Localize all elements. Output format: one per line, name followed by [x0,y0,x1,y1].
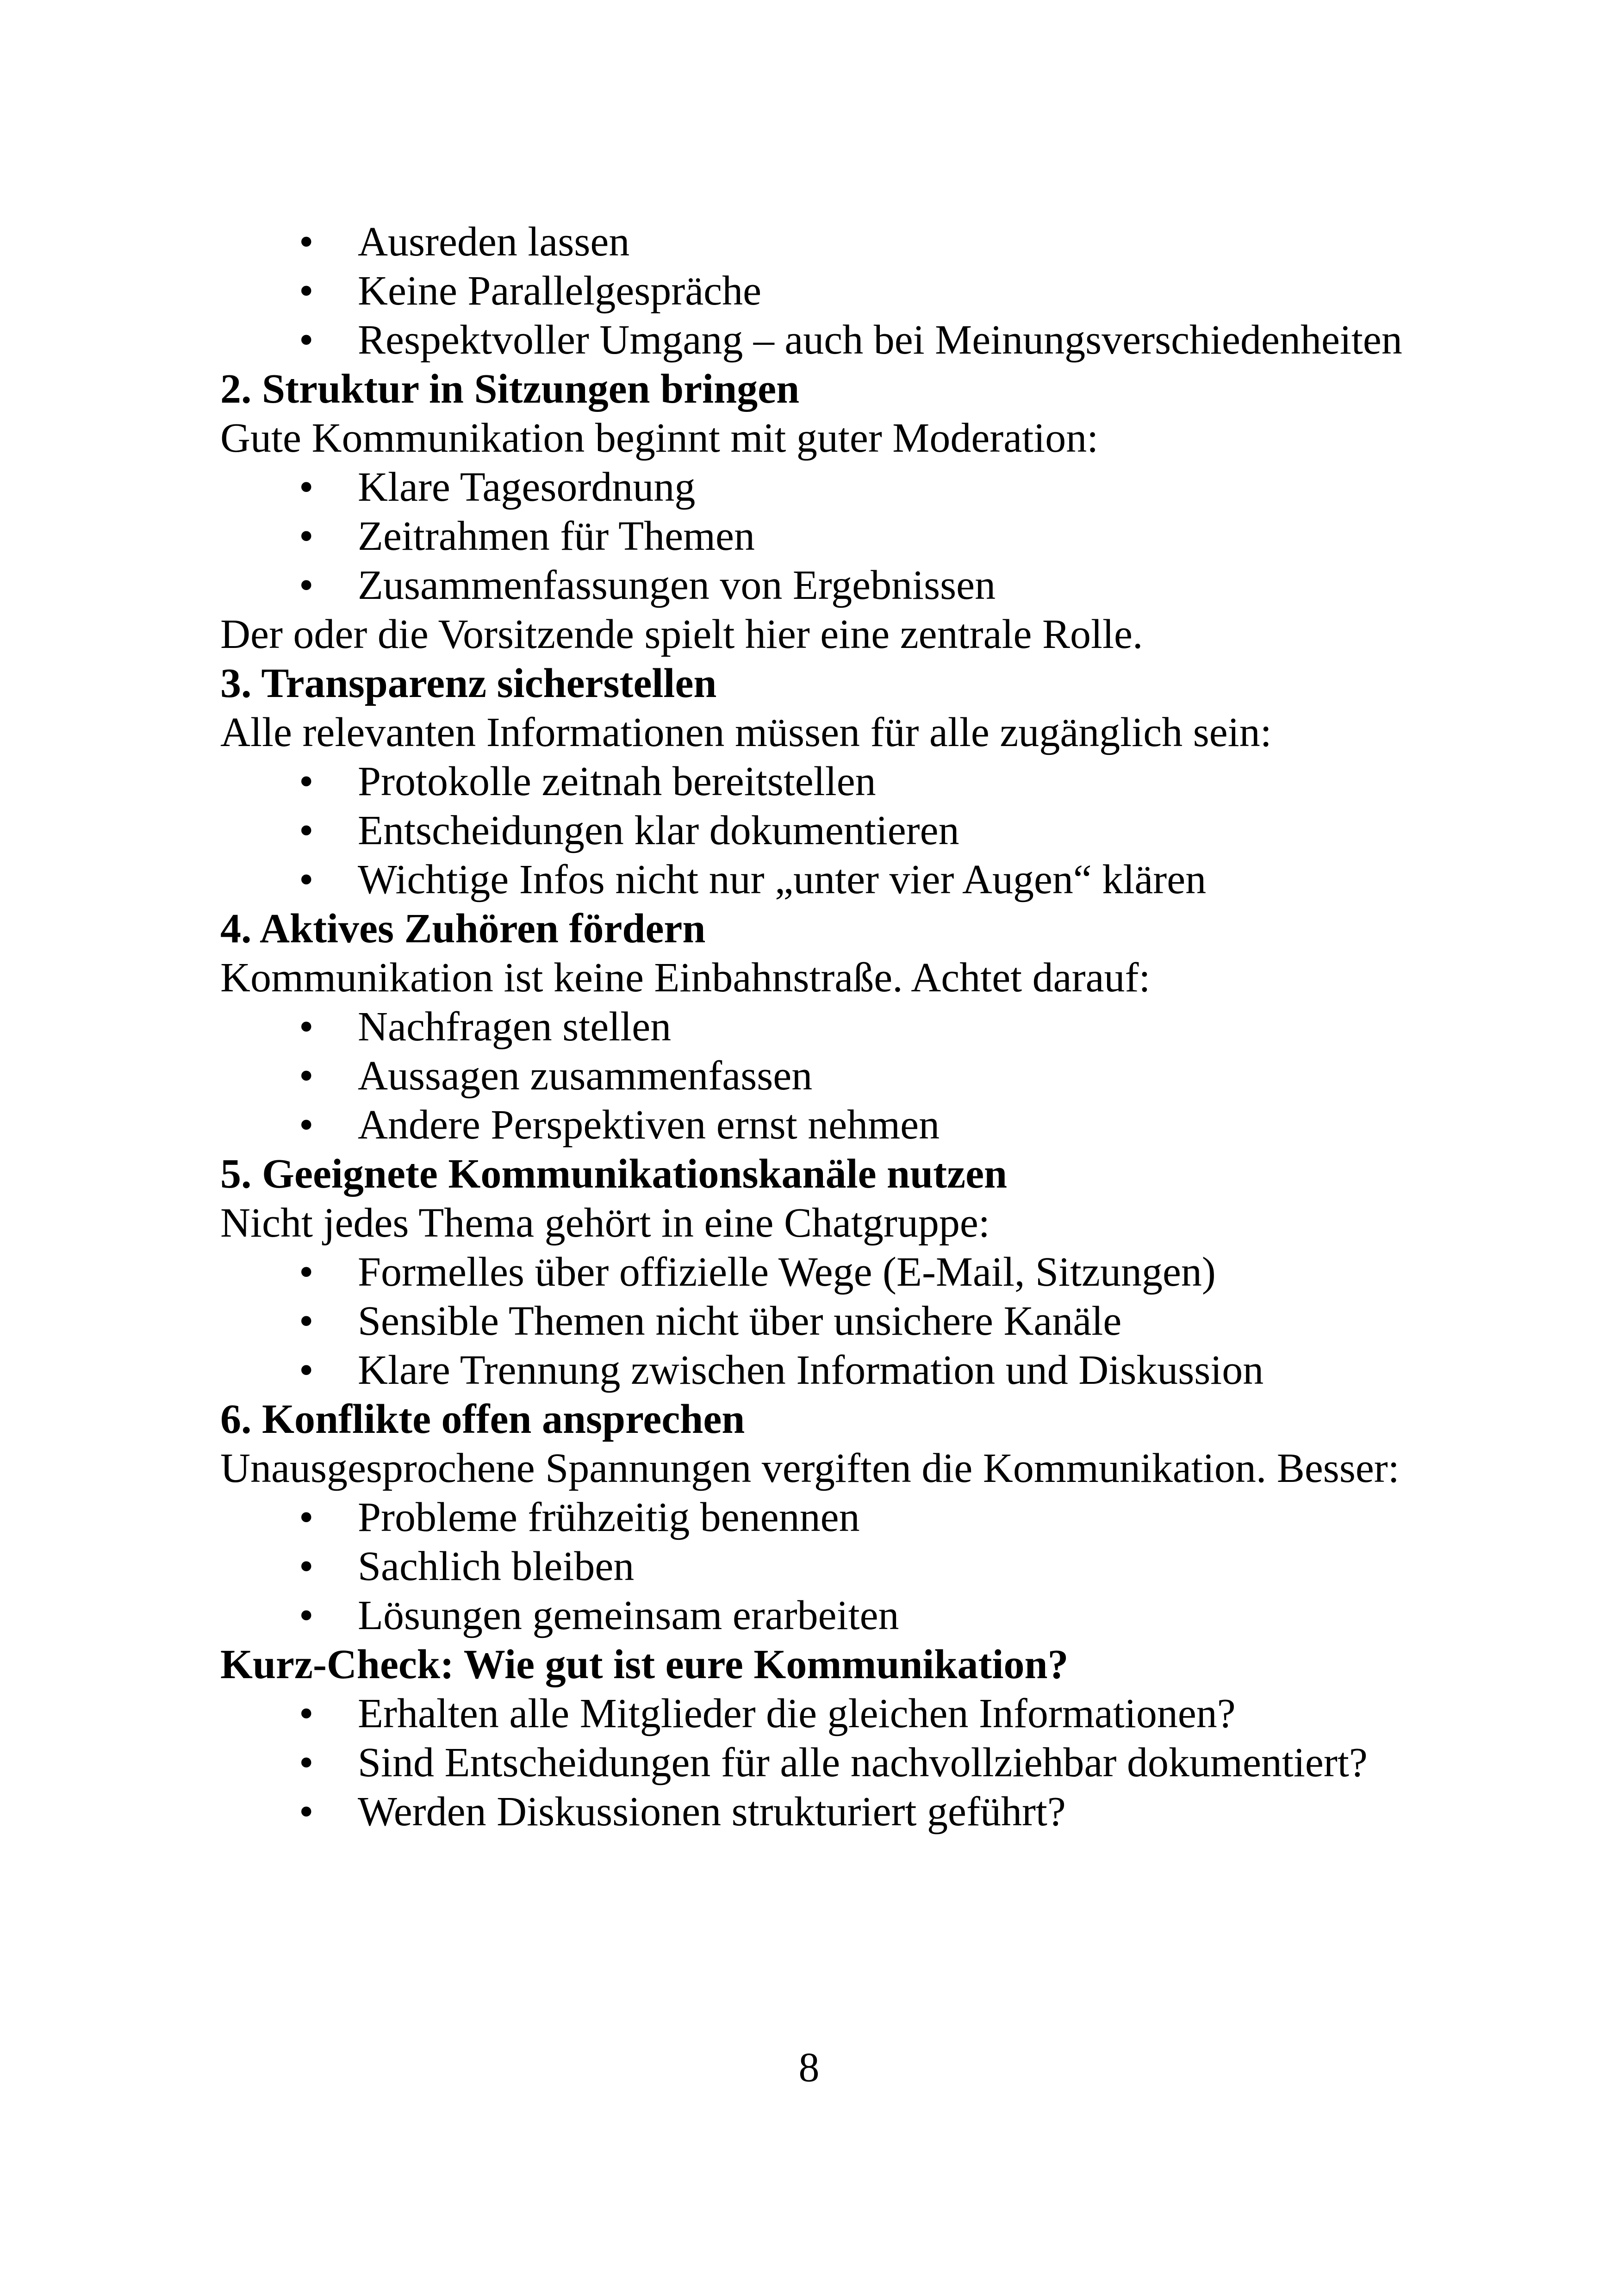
section-heading: 4. Aktives Zuhören fördern [220,906,706,952]
bullet-icon: • [299,1593,314,1638]
list-item: • Klare Trennung zwischen Information und Diskussion [220,1346,1415,1395]
list-item: • Werden Diskussionen strukturiert geführt? [220,1787,1415,1836]
bullet-icon: • [299,1298,314,1344]
section-intro: Unausgesprochene Spannungen vergiften die Kommunikation. Besser: [220,1445,1400,1491]
section-bullet-list [220,1493,1415,1640]
bullet-icon: • [299,1004,314,1050]
section-bullet-list [220,757,1415,904]
section-bullet-list [220,1002,1415,1150]
bullet-icon: • [299,1053,314,1099]
bullet-icon: • [299,1494,314,1540]
list-item: • Entscheidungen klar dokumentieren [220,806,1415,855]
bullet-icon: • [299,464,314,510]
section-kanaele [220,1150,1415,1395]
section-heading: 3. Transparenz sicherstellen [220,660,717,706]
section-bullet-list [220,1689,1415,1836]
list-item: • Aussagen zusammenfassen [220,1052,1415,1101]
section-heading: 2. Struktur in Sitzungen bringen [220,366,800,412]
section-bullet-list [220,463,1415,610]
section-zuhoeren [220,904,1415,1150]
list-item: • Keine Parallelgespräche [220,267,1415,316]
list-item: • Zusammenfassungen von Ergebnissen [220,561,1415,610]
list-item: • Klare Tagesordnung [220,463,1415,512]
section-struktur [220,365,1415,659]
section-heading: Kurz-Check: Wie gut ist eure Kommunikation? [220,1642,1069,1687]
section-intro: Gute Kommunikation beginnt mit guter Moderation: [220,415,1099,461]
bullet-icon: • [299,808,314,853]
list-item: • Zeitrahmen für Themen [220,512,1415,561]
bullet-icon: • [299,268,314,314]
bullet-icon: • [299,1789,314,1835]
list-item: • Lösungen gemeinsam erarbeiten [220,1591,1415,1640]
list-item: • Andere Perspektiven ernst nehmen [220,1101,1415,1150]
bullet-icon: • [299,562,314,608]
list-item: • Sensible Themen nicht über unsichere Kanäle [220,1297,1415,1346]
bullet-icon: • [299,1249,314,1295]
document-page [220,218,1415,1836]
section-heading: 5. Geeignete Kommunikationskanäle nutzen [220,1151,1008,1197]
list-item: • Sachlich bleiben [220,1542,1415,1591]
bullet-icon: • [299,1691,314,1736]
section-kurz-check [220,1640,1415,1836]
bullet-icon: • [299,857,314,902]
section-intro: Kommunikation ist keine Einbahnstraße. Achtet darauf: [220,955,1151,1001]
bullet-icon: • [299,1740,314,1786]
bullet-icon: • [299,1102,314,1148]
section-outro: Der oder die Vorsitzende spielt hier eine zentrale Rolle. [220,611,1143,657]
list-item: • Protokolle zeitnah bereitstellen [220,757,1415,806]
section-bullet-list [220,1248,1415,1395]
section-intro: Nicht jedes Thema gehört in eine Chatgruppe: [220,1200,990,1246]
bullet-icon: • [299,219,314,265]
list-item: • Wichtige Infos nicht nur „unter vier Augen“ klären [220,855,1415,904]
list-item: • Formelles über offizielle Wege (E-Mail, Sitzungen) [220,1248,1415,1297]
bullet-icon: • [299,317,314,363]
list-item: • Nachfragen stellen [220,1002,1415,1052]
bullet-icon: • [299,1543,314,1589]
list-item: • Respektvoller Umgang – auch bei Meinungsverschiedenheiten [220,316,1415,365]
section-heading: 6. Konflikte offen ansprechen [220,1396,745,1442]
bullet-icon: • [299,1347,314,1393]
section-intro: Alle relevanten Informationen müssen für alle zugänglich sein: [220,709,1272,755]
bullet-icon: • [299,759,314,804]
list-item: • Erhalten alle Mitglieder die gleichen Informationen? [220,1689,1415,1738]
intro-bullet-list [220,218,1415,365]
list-item: • Sind Entscheidungen für alle nachvollziehbar dokumentiert? [220,1738,1415,1787]
section-konflikte [220,1395,1415,1640]
list-item: • Probleme frühzeitig benennen [220,1493,1415,1542]
list-item: • Ausreden lassen [220,218,1415,267]
page-number: 8 [798,2045,820,2091]
section-transparenz [220,659,1415,904]
bullet-icon: • [299,513,314,559]
